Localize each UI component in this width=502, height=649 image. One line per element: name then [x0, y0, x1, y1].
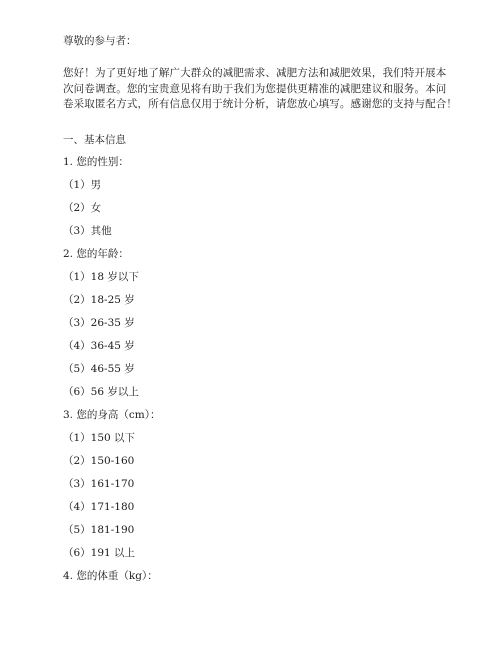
question-1-title: 1. 您的性别： [63, 156, 129, 168]
question-3-option: （2）150-160 [63, 455, 135, 467]
intro-paragraph [63, 66, 458, 113]
question-1-option: （2）女 [63, 202, 102, 214]
question-1-option: （3）其他 [63, 225, 112, 237]
question-2-option: （4）36-45 岁 [63, 340, 135, 352]
question-2-option: （6）56 岁以上 [63, 386, 139, 398]
question-2-option: （2）18-25 岁 [63, 294, 135, 306]
intro-line: 次问卷调查。您的宝贵意见将有助于我们为您提供更精准的减肥建议和服务。本问 [63, 82, 447, 95]
section-title: 一、基本信息 [63, 134, 126, 146]
question-2-option: （1）18 岁以下 [63, 271, 139, 283]
intro-line: 您好！为了更好地了解广大群众的减肥需求、减肥方法和减肥效果，我们特开展本 [63, 67, 447, 79]
question-3-option: （6）191 以上 [63, 547, 136, 559]
question-3-option: （1）150 以下 [63, 432, 136, 444]
question-3-option: （5）181-190 [63, 524, 135, 536]
salutation: 尊敬的参与者： [63, 35, 137, 47]
intro-line: 卷采取匿名方式，所有信息仅用于统计分析，请您放心填写。感谢您的支持与配合！ [63, 98, 458, 111]
question-3-option: （3）161-170 [63, 478, 135, 490]
question-4-title: 4. 您的体重（kg）： [63, 570, 158, 582]
question-1-option: （1）男 [63, 179, 102, 191]
question-2-option: （5）46-55 岁 [63, 363, 135, 375]
question-2-title: 2. 您的年龄： [63, 248, 129, 260]
question-2-option: （3）26-35 岁 [63, 317, 135, 329]
question-3-option: （4）171-180 [63, 501, 135, 513]
question-3-title: 3. 您的身高（cm）： [63, 409, 161, 421]
